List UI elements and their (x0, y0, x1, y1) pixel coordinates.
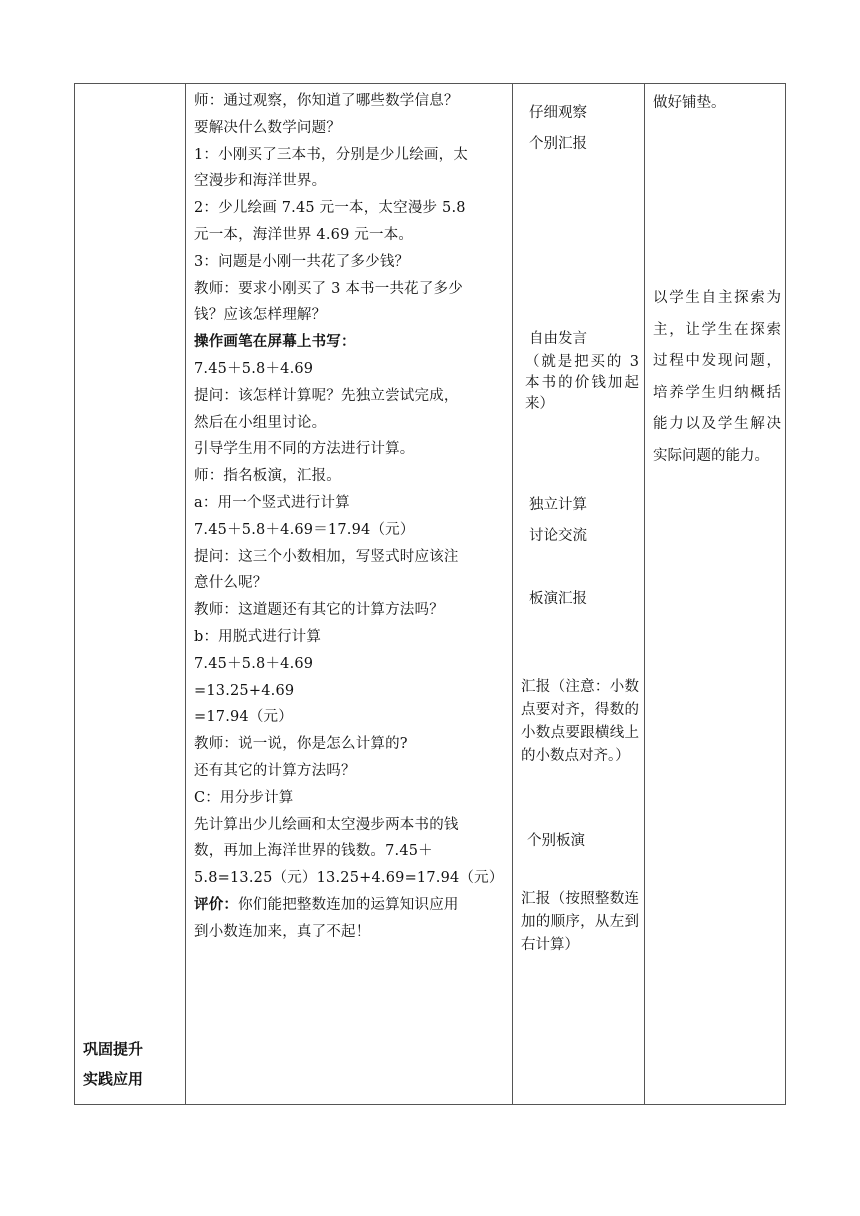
teacher-line: 师：通过观察，你知道了哪些数学信息？ (194, 93, 459, 109)
evaluation-prefix: 评价： (194, 895, 239, 913)
teacher-line: C：用分步计算 (194, 789, 294, 806)
teacher-line: =13.25+4.69 (194, 682, 295, 699)
teacher-line: 提问：该怎样计算呢？先独立尝试完成， (194, 387, 459, 404)
teacher-line: 数，再加上海洋世界的钱数。7.45＋ (194, 843, 433, 860)
teacher-line: b：用脱式进行计算 (194, 628, 322, 645)
student-free-speak-note: （就是把买的 3 本书的价钱加起来） (525, 354, 639, 412)
teacher-line: 要解决什么数学问题？ (194, 119, 341, 136)
student-free-speak: 自由发言 (529, 331, 587, 347)
design-intent-column (645, 84, 787, 1104)
section-title-line1: 巩固提升 (83, 1040, 144, 1058)
teacher-line: 3：问题是小刚一共花了多少钱？ (194, 253, 410, 270)
teacher-line: 先计算出少儿绘画和太空漫步两本书的钱 (194, 816, 459, 833)
intent-groundwork: 做好铺垫。 (653, 95, 726, 111)
teacher-line: 1：小刚买了三本书，分别是少儿绘画，太 (194, 146, 469, 163)
teacher-line: 然后在小组里讨论。 (194, 414, 327, 431)
student-observe: 仔细观察 (529, 105, 587, 121)
teacher-line: 到小数连加来，真了不起！ (194, 923, 371, 940)
teacher-line: 还有其它的计算方法吗？ (194, 762, 356, 779)
student-report: 个别汇报 (529, 136, 587, 152)
teacher-line-bold: 操作画笔在屏幕上书写： (194, 333, 356, 351)
section-title (83, 1034, 143, 1094)
evaluation-text: 你们能把整数连加的运算知识应用 (238, 896, 459, 913)
teacher-line: 钱？应该怎样理解？ (194, 307, 327, 324)
teacher-line: 7.45＋5.8＋4.69＝17.94（元） (194, 521, 415, 538)
student-report-order: 汇报（按照整数连加的顺序，从左到右计算） (521, 891, 639, 953)
intent-purpose: 以学生自主探索为主，让学生在探索过程中发现问题，培养学生归纳概括能力以及学生解决实际问题的能力。 (653, 290, 781, 464)
teacher-line: =17.94（元） (194, 709, 293, 726)
teacher-line: 意什么呢？ (194, 575, 268, 592)
teacher-line: 2：少儿绘画 7.45 元一本，太空漫步 5.8 (194, 200, 466, 217)
lesson-table (74, 83, 786, 1105)
teacher-line: 5.8=13.25（元）13.25+4.69=17.94（元） (194, 870, 504, 887)
teacher-line: 教师：要求小刚买了 3 本书一共花了多少 (194, 280, 463, 297)
student-board: 板演汇报 (529, 591, 587, 607)
student-report-note: 汇报（注意：小数点要对齐，得数的小数点要跟横线上的小数点对齐。） (521, 679, 639, 764)
student-independent: 独立计算 (529, 497, 587, 513)
teacher-line: 7.45＋5.8＋4.69 (194, 655, 314, 672)
teacher-line: a：用一个竖式进行计算 (194, 494, 350, 511)
teacher-line: 7.45＋5.8＋4.69 (194, 360, 314, 377)
teacher-line: 空漫步和海洋世界。 (194, 173, 327, 190)
student-activity-column (513, 84, 645, 1104)
evaluation-line (194, 892, 507, 919)
teacher-line: 教师：说一说，你是怎么计算的? (194, 736, 408, 753)
section-column (75, 84, 186, 1104)
teacher-line: 教师：这道题还有其它的计算方法吗？ (194, 602, 444, 619)
teacher-line: 引导学生用不同的方法进行计算。 (194, 441, 415, 458)
student-individual-board: 个别板演 (527, 833, 585, 849)
teacher-line: 提问：这三个小数相加，写竖式时应该注 (194, 548, 459, 565)
student-discuss: 讨论交流 (529, 528, 587, 544)
section-title-line2: 实践应用 (83, 1070, 144, 1088)
teacher-line: 师：指名板演，汇报。 (194, 468, 341, 485)
teacher-line: 元一本，海洋世界 4.69 元一本。 (194, 226, 414, 243)
teacher-activity-column (186, 84, 513, 1104)
